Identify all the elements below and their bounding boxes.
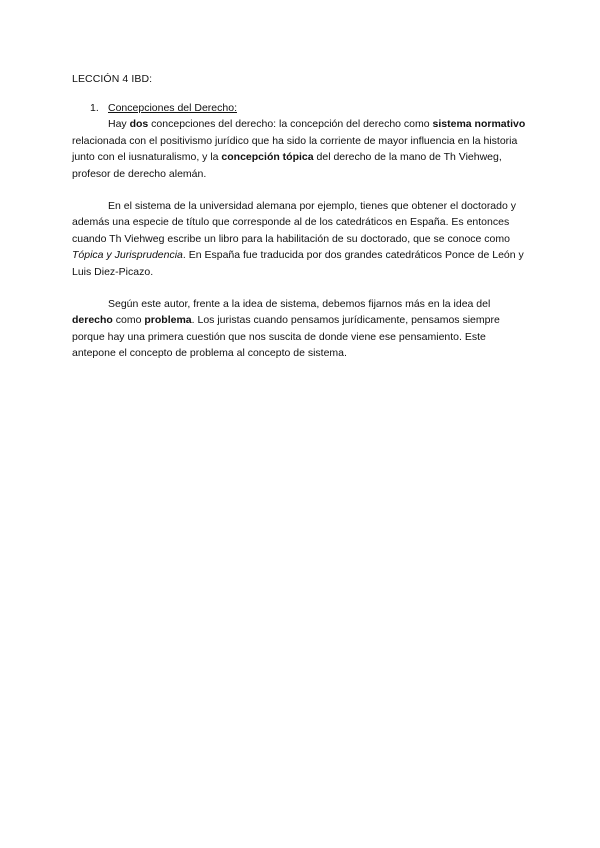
section-heading-text: Concepciones del Derecho: <box>108 102 237 114</box>
p1-bold-dos: dos <box>129 118 149 131</box>
paragraph-3 <box>72 296 530 362</box>
p1-text-c: concepciones del derecho: la concepción del derecho como <box>148 118 433 131</box>
paragraph-2 <box>72 198 530 280</box>
section-number: 1. <box>90 102 99 114</box>
p3-bold-derecho: derecho <box>72 314 113 327</box>
p3-text-c: como <box>112 314 145 327</box>
p1-bold-sistema-normativo: sistema normativo <box>432 118 526 131</box>
p2-text-a: En el sistema de la universidad alemana por ejemplo, tienes que obtener el doctorado y además una especie de título que corresponde al de los catedráticos en España. Es entonces cuando Th Viehweg escribe un libro para la habilitación de su doctorado, que se conoce como <box>72 200 516 245</box>
p2-text-b: . En España fue traducida por dos grandes catedráticos Ponce de León y Luis Diez-Picazo. <box>72 249 524 278</box>
p1-text-e: del derecho de la mano de Th Viehweg, profesor de derecho alemán. <box>72 151 502 180</box>
p3-text-a: Según este autor, frente a la idea de sistema, debemos fijarnos más en la idea del <box>108 298 491 311</box>
p3-text-d: . Los juristas cuando pensamos jurídicamente, pensamos siempre porque hay una primera cuestión que nos suscita de donde viene ese pensamiento. Este antepone el concepto de problema al concepto de sistema. <box>72 314 500 360</box>
paragraph-1 <box>72 116 530 182</box>
section-heading <box>72 100 530 116</box>
p3-bold-problema: problema <box>144 314 192 327</box>
p2-italic-book-title: Tópica y Jurisprudencia <box>72 249 183 262</box>
document-title: LECCIÓN 4 IBD: <box>72 73 153 85</box>
p1-bold-concepcion-topica: concepción tópica <box>221 151 314 164</box>
p1-text-d: relacionada con el positivismo jurídico que ha sido la corriente de mayor influencia en la historia junto con el iusnaturalismo, y la <box>72 134 518 164</box>
section-1 <box>72 100 530 362</box>
p1-text-a: Hay <box>108 118 130 131</box>
